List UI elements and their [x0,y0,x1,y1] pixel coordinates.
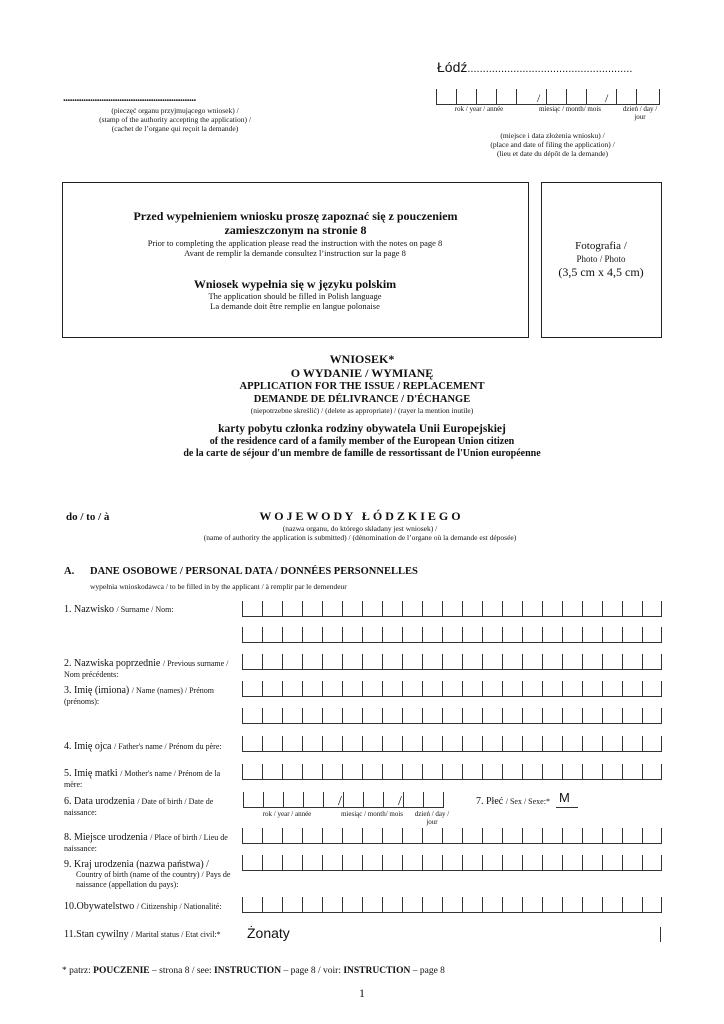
letter-cell[interactable] [522,627,542,642]
letter-cell[interactable] [522,764,542,779]
letter-cell[interactable] [302,601,322,616]
place-date-caption: (miejsce i data złożenia wniosku) / (place and date of filing the application) / (lieu et date du dépôt de la demande) [490,131,615,158]
letter-cell[interactable] [602,654,622,669]
notice-en: Prior to completing the application please read the instruction with the notes on page 8 [147,238,443,248]
photo-sub: Photo / Photo [576,254,626,264]
letter-cell[interactable] [442,708,462,723]
letter-cell[interactable] [602,764,622,779]
letter-cell[interactable] [262,828,282,843]
letter-cell[interactable] [402,627,422,642]
letter-cell[interactable] [522,855,542,870]
letter-cell[interactable] [522,736,542,751]
field-2-label: 2. Nazwiska poprzednie / Previous surname / Nom précédents: [64,658,229,679]
filing-date-cells[interactable] [436,89,660,105]
letter-cell[interactable] [482,654,502,669]
authority-to-label: do / to / à [66,511,110,523]
stamp-caption: (pieczęć organu przyjmującego wniosek) / (stamp of the authority accepting the application) / (cachet de l’organe qui reçoit la demande) [99,106,251,133]
letter-cell[interactable] [602,828,622,843]
letter-cell[interactable] [562,627,582,642]
letter-cell[interactable] [302,654,322,669]
letter-cell[interactable] [442,828,462,843]
letter-cell[interactable] [622,681,642,696]
letter-cell[interactable] [342,897,362,912]
letter-cell[interactable] [382,764,402,779]
letter-cell[interactable] [502,708,522,723]
letter-cell[interactable] [462,601,482,616]
letter-cell[interactable] [242,681,262,696]
letter-cell[interactable] [462,736,482,751]
field-1-label: 1. Nazwisko / Surname / Nom: [64,604,174,615]
letter-cell[interactable] [362,897,382,912]
letter-cell[interactable] [382,828,402,843]
letter-cell[interactable] [362,736,382,751]
letter-cell[interactable] [622,627,642,642]
previous-surname-cells[interactable] [242,654,662,670]
letter-cell[interactable] [402,654,422,669]
letter-cell[interactable] [542,708,562,723]
letter-cell[interactable] [582,708,602,723]
letter-cell[interactable] [302,855,322,870]
letter-cell[interactable] [482,764,502,779]
field-3-label: 3. Imię (imiona) / Name (names) / Prénom (prénoms): [64,685,214,706]
letter-cell[interactable] [542,855,562,870]
letter-cell[interactable] [422,855,442,870]
birth-date-slash-1: / [338,794,342,809]
letter-cell[interactable] [302,681,322,696]
letter-cell[interactable] [342,764,362,779]
letter-cell[interactable] [542,764,562,779]
letter-cell[interactable] [362,828,382,843]
letter-cell[interactable] [522,828,542,843]
letter-cell[interactable] [322,681,342,696]
letter-cell[interactable] [622,601,642,616]
field-6-label: 6. Data urodzenia / Date of birth / Date de naissance: [64,796,214,817]
letter-cell[interactable] [462,764,482,779]
letter-cell[interactable] [562,828,582,843]
letter-cell[interactable] [262,764,282,779]
letter-cell[interactable] [542,654,562,669]
letter-cell[interactable] [362,708,382,723]
letter-cell[interactable] [642,708,662,723]
letter-cell[interactable] [342,828,362,843]
birth-date-slash-2: / [398,794,402,809]
letter-cell[interactable] [582,736,602,751]
letter-cell[interactable] [642,764,662,779]
letter-cell[interactable] [442,627,462,642]
letter-cell[interactable] [262,736,282,751]
letter-cell[interactable] [402,681,422,696]
letter-cell[interactable] [502,764,522,779]
footer-note: * patrz: POUCZENIE – strona 8 / see: INSTRUCTION – page 8 / voir: INSTRUCTION – page 8 [62,966,445,976]
letter-cell[interactable] [642,828,662,843]
letter-cell[interactable] [242,708,262,723]
names-cells-row-1[interactable] [242,681,662,697]
letter-cell[interactable] [622,736,642,751]
letter-cell[interactable] [462,708,482,723]
letter-cell[interactable] [442,681,462,696]
photo-box[interactable] [541,182,662,338]
letter-cell[interactable] [422,828,442,843]
letter-cell[interactable] [362,764,382,779]
surname-cells-row-1[interactable] [242,601,662,617]
letter-cell[interactable] [542,627,562,642]
letter-cell[interactable] [542,897,562,912]
letter-cell[interactable] [522,601,542,616]
letter-cell[interactable] [402,855,422,870]
letter-cell[interactable] [442,736,462,751]
letter-cell[interactable] [302,897,322,912]
letter-cell[interactable] [282,627,302,642]
letter-cell[interactable] [482,708,502,723]
letter-cell[interactable] [282,708,302,723]
letter-cell[interactable] [482,627,502,642]
letter-cell[interactable] [302,708,322,723]
letter-cell[interactable] [422,736,442,751]
letter-cell[interactable] [562,855,582,870]
letter-cell[interactable] [602,897,622,912]
section-a-sub: wypełnia wnioskodawca / to be filled in by the applicant / à remplir par le demendeur [90,582,347,591]
letter-cell[interactable] [502,828,522,843]
letter-cell[interactable] [342,855,362,870]
letter-cell[interactable] [562,601,582,616]
notice-lang-en: The application should be filled in Polish language [208,291,382,301]
letter-cell[interactable] [382,855,402,870]
letter-cell[interactable] [362,855,382,870]
letter-cell[interactable] [482,897,502,912]
letter-cell[interactable] [282,736,302,751]
filing-day-label: dzień / day / jour [622,105,658,121]
letter-cell[interactable] [502,855,522,870]
letter-cell[interactable] [602,627,622,642]
letter-cell[interactable] [322,654,342,669]
authority-note-2: (name of authority the application is submitted) / (dénomination de l’organe où la demande est déposée) [203,533,517,542]
letter-cell[interactable] [522,708,542,723]
letter-cell[interactable] [282,681,302,696]
page-number: 1 [359,986,365,1000]
field-11-label: 11.Stan cywilny / Marital status / Etat civil:* [64,929,221,940]
letter-cell[interactable] [542,736,562,751]
field-7-label: 7. Płeć / Sex / Sexe:* [476,796,550,807]
letter-cell[interactable] [322,627,342,642]
city-field[interactable] [437,59,632,75]
birth-year-label: rok / year / année [262,810,312,818]
section-a-letter: A. [64,566,75,577]
letter-cell[interactable] [582,627,602,642]
authority-note-1: (nazwa organu, do którego składany jest wniosek) / [282,524,438,533]
letter-cell[interactable] [362,627,382,642]
letter-cell[interactable] [622,764,642,779]
letter-cell[interactable] [402,897,422,912]
form-title: WNIOSEK* O WYDANIE / WYMIANĘ APPLICATION FOR THE ISSUE / REPLACEMENT DEMANDE DE DÉLIVRANCE / D'ÉCHANGE (niepotrzebne skreślić) / (delete as appropriate) / (rayer la mention inutile) karty pobytu członka rodziny obywatela Unii Europejskiej of the residence card of a family member of the European Union citizen de la carte de séjour d'un membre de famille de ressortissant de l'Union européenne [183,352,541,459]
letter-cell[interactable] [442,897,462,912]
letter-cell[interactable] [422,681,442,696]
letter-cell[interactable] [642,897,662,912]
letter-cell[interactable] [642,627,662,642]
letter-cell[interactable] [342,681,362,696]
letter-cell[interactable] [462,681,482,696]
letter-cell[interactable] [362,681,382,696]
letter-cell[interactable] [422,764,442,779]
letter-cell[interactable] [342,736,362,751]
letter-cell[interactable] [622,855,642,870]
letter-cell[interactable] [262,708,282,723]
surname-cells-row-2[interactable] [242,627,662,643]
letter-cell[interactable] [602,736,622,751]
letter-cell[interactable] [582,601,602,616]
letter-cell[interactable] [642,736,662,751]
letter-cell[interactable] [322,897,342,912]
letter-cell[interactable] [522,654,542,669]
letter-cell[interactable] [482,828,502,843]
letter-cell[interactable] [302,736,322,751]
letter-cell[interactable] [462,654,482,669]
letter-cell[interactable] [642,654,662,669]
letter-cell[interactable] [422,708,442,723]
letter-cell[interactable] [282,897,302,912]
letter-cell[interactable] [602,855,622,870]
letter-cell[interactable] [282,601,302,616]
letter-cell[interactable] [382,708,402,723]
letter-cell[interactable] [622,897,642,912]
letter-cell[interactable] [502,897,522,912]
letter-cell[interactable] [382,681,402,696]
letter-cell[interactable] [562,897,582,912]
letter-cell[interactable] [462,897,482,912]
letter-cell[interactable] [482,736,502,751]
filing-date-slash-1: / [537,91,541,105]
letter-cell[interactable] [602,708,622,723]
letter-cell[interactable] [382,736,402,751]
section-a-title: DANE OSOBOWE / PERSONAL DATA / DONNÉES PERSONNELLES [90,566,418,577]
letter-cell[interactable] [262,654,282,669]
letter-cell[interactable] [282,855,302,870]
letter-cell[interactable] [442,654,462,669]
letter-cell[interactable] [262,627,282,642]
letter-cell[interactable] [422,627,442,642]
letter-cell[interactable] [262,681,282,696]
letter-cell[interactable] [562,681,582,696]
letter-cell[interactable] [322,708,342,723]
letter-cell[interactable] [302,764,322,779]
birth-place-cells[interactable] [242,828,662,844]
letter-cell[interactable] [282,764,302,779]
letter-cell[interactable] [462,828,482,843]
notice-pl: Przed wypełnieniem wniosku proszę zapoznać się z pouczeniem zamieszczonym na stronie 8 [133,209,458,237]
sex-value[interactable]: M [559,790,570,805]
letter-cell[interactable] [242,601,262,616]
letter-cell[interactable] [242,736,262,751]
letter-cell[interactable] [582,828,602,843]
letter-cell[interactable] [562,654,582,669]
letter-cell[interactable] [502,681,522,696]
letter-cell[interactable] [542,828,562,843]
letter-cell[interactable] [282,828,302,843]
letter-cell[interactable] [342,654,362,669]
letter-cell[interactable] [622,708,642,723]
letter-cell[interactable] [642,601,662,616]
letter-cell[interactable] [242,828,262,843]
field-5-label: 5. Imię matki / Mother's name / Prénom de la mère: [64,768,221,789]
letter-cell[interactable] [562,764,582,779]
marital-status-end-bar [660,927,661,942]
birth-day-label: dzień / day / jour [414,810,450,826]
letter-cell[interactable] [502,627,522,642]
letter-cell[interactable] [422,654,442,669]
letter-cell[interactable] [582,654,602,669]
letter-cell[interactable] [242,764,262,779]
letter-cell[interactable] [602,601,622,616]
birth-country-cells[interactable] [242,855,662,871]
letter-cell[interactable] [622,654,642,669]
letter-cell[interactable] [362,601,382,616]
city-dots: ...................................................... [467,63,633,75]
field-10-label: 10.Obywatelstwo / Citizenship / Nationalité: [64,901,222,912]
birth-date-cells[interactable] [243,792,444,808]
letter-cell[interactable] [442,601,462,616]
letter-cell[interactable] [262,855,282,870]
letter-cell[interactable] [382,627,402,642]
letter-cell[interactable] [242,654,262,669]
letter-cell[interactable] [522,897,542,912]
birth-month-label: miesiąc / month/ mois [340,810,404,818]
instruction-notice-box [62,182,529,338]
father-name-cells[interactable] [242,736,662,752]
letter-cell[interactable] [262,601,282,616]
letter-cell[interactable] [242,627,262,642]
filing-year-label: rok / year / année [454,105,504,113]
filing-date-slash-2: / [605,91,609,105]
letter-cell[interactable] [382,654,402,669]
authority-name: W O J E W O D Y Ł Ó D Z K I E G O [259,509,461,523]
letter-cell[interactable] [462,627,482,642]
letter-cell[interactable] [282,654,302,669]
letter-cell[interactable] [302,627,322,642]
field-9-label: 9. Kraj urodzenia (nazwa państwa) / Country of birth (name of the country) / Pays de naissance (appellation du pays): [64,859,231,889]
letter-cell[interactable] [582,681,602,696]
letter-cell[interactable] [322,736,342,751]
letter-cell[interactable] [482,601,502,616]
letter-cell[interactable] [302,828,322,843]
city-value: Łódź [437,59,468,75]
letter-cell[interactable] [402,764,422,779]
photo-title: Fotografia / [575,240,627,252]
letter-cell[interactable] [402,601,422,616]
letter-cell[interactable] [322,855,342,870]
letter-cell[interactable] [542,681,562,696]
letter-cell[interactable] [242,855,262,870]
letter-cell[interactable] [262,897,282,912]
letter-cell[interactable] [522,681,542,696]
letter-cell[interactable] [322,601,342,616]
letter-cell[interactable] [562,708,582,723]
citizenship-cells[interactable] [242,897,662,913]
names-cells-row-2[interactable] [242,708,662,724]
letter-cell[interactable] [342,627,362,642]
letter-cell[interactable] [382,897,402,912]
letter-cell[interactable] [642,681,662,696]
field-4-label: 4. Imię ojca / Father's name / Prénom du père: [64,741,222,752]
letter-cell[interactable] [242,897,262,912]
letter-cell[interactable] [482,855,502,870]
photo-size: (3,5 cm x 4,5 cm) [558,265,644,279]
notice-lang-pl: Wniosek wypełnia się w języku polskim [193,277,397,291]
field-8-label: 8. Miejsce urodzenia / Place of birth / Lieu de naissance: [64,832,228,853]
letter-cell[interactable] [562,736,582,751]
letter-cell[interactable] [422,897,442,912]
letter-cell[interactable] [402,828,422,843]
letter-cell[interactable] [462,855,482,870]
notice-lang-fr: La demande doit être remplie en langue polonaise [210,301,380,311]
letter-cell[interactable] [382,601,402,616]
sex-underline [556,807,578,808]
letter-cell[interactable] [602,681,622,696]
letter-cell[interactable] [422,601,442,616]
marital-status-value[interactable]: Żonaty [247,925,290,941]
letter-cell[interactable] [582,855,602,870]
letter-cell[interactable] [642,855,662,870]
letter-cell[interactable] [542,601,562,616]
letter-cell[interactable] [322,764,342,779]
letter-cell[interactable] [322,828,342,843]
letter-cell[interactable] [502,736,522,751]
letter-cell[interactable] [342,708,362,723]
letter-cell[interactable] [342,601,362,616]
letter-cell[interactable] [362,654,382,669]
letter-cell[interactable] [622,828,642,843]
letter-cell[interactable] [582,764,602,779]
letter-cell[interactable] [502,654,522,669]
stamp-dots: ........................................................... [63,92,196,104]
filing-month-label: miesiąc / month/ mois [538,105,602,113]
letter-cell[interactable] [482,681,502,696]
notice-fr: Avant de remplir la demande consultez l’instruction sur la page 8 [184,248,406,258]
letter-cell[interactable] [502,601,522,616]
mother-name-cells[interactable] [242,764,662,780]
letter-cell[interactable] [442,764,462,779]
letter-cell[interactable] [402,708,422,723]
letter-cell[interactable] [402,736,422,751]
letter-cell[interactable] [442,855,462,870]
letter-cell[interactable] [582,897,602,912]
